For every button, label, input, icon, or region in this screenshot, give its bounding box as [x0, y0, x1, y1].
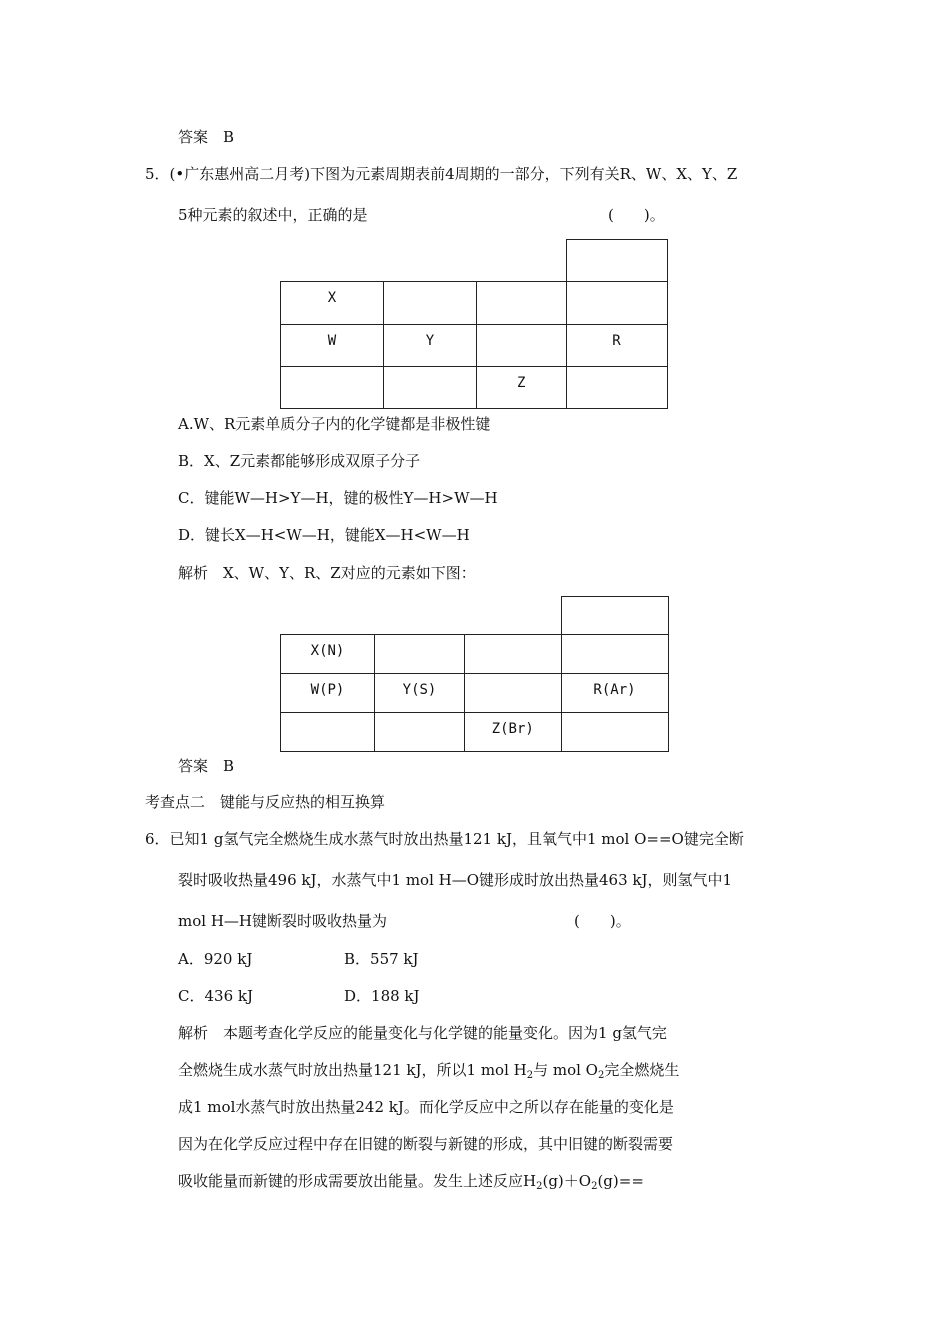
table-cell — [465, 635, 562, 674]
option-a: A．920 kJ — [178, 950, 253, 968]
question-5-stem-cont: 5种元素的叙述中，正确的是 — [178, 206, 368, 224]
option-c: C．436 kJ — [178, 987, 253, 1005]
option-a: A.W、R元素单质分子内的化学键都是非极性键 — [178, 415, 491, 433]
answer-paren: ( )。 — [574, 912, 631, 930]
table-cell — [566, 367, 667, 409]
explanation-6-line — [178, 1060, 679, 1086]
table-cell — [465, 674, 562, 713]
table-cell — [384, 240, 477, 282]
question-5-stem: 5．(•广东惠州高二月考)下图为元素周期表前4周期的一部分，下列有关R、W、X、Y、Z — [145, 165, 738, 183]
table-cell-r: R — [566, 325, 667, 367]
subscript: 2 — [536, 1181, 543, 1192]
table-cell-ar: R(Ar) — [561, 674, 668, 713]
table-cell — [477, 240, 567, 282]
answer-line: 答案 B — [178, 128, 235, 146]
table-cell-p: W(P) — [281, 674, 375, 713]
explanation-6-line — [178, 1171, 644, 1197]
table-cell-n: X(N) — [281, 635, 375, 674]
table-cell — [561, 713, 668, 752]
answer-line: 答案 B — [178, 757, 235, 775]
text-run: 全燃烧生成水蒸气时放出热量121 kJ，所以1 mol H — [178, 1061, 527, 1079]
table-cell — [375, 635, 465, 674]
subscript: 2 — [526, 1070, 534, 1081]
section-heading: 考查点二 键能与反应热的相互换算 — [145, 793, 386, 811]
table-cell — [375, 713, 465, 752]
option-d: D．键长X—H<W—H，键能X—H<W—H — [178, 526, 470, 544]
explanation-6-line: 因为在化学反应过程中存在旧键的断裂与新键的形成，其中旧键的断裂需要 — [178, 1135, 674, 1153]
question-6-stem-cont: mol H—H键断裂时吸收热量为 — [178, 912, 387, 930]
table-cell-s: Y(S) — [375, 674, 465, 713]
table-cell — [281, 597, 375, 635]
table-cell — [281, 713, 375, 752]
table-cell — [384, 367, 477, 409]
explanation-6-line: 解析 本题考查化学反应的能量变化与化学键的能量变化。因为1 g氢气完 — [178, 1024, 667, 1042]
table-cell — [561, 597, 668, 635]
table-cell — [477, 325, 567, 367]
table-cell — [281, 367, 384, 409]
option-b: B．X、Z元素都能够形成双原子分子 — [178, 452, 421, 470]
option-c: C．键能W—H>Y—H，键的极性Y—H>W—H — [178, 489, 498, 507]
table-cell — [384, 282, 477, 325]
subscript: 2 — [597, 1070, 605, 1081]
question-6-stem-cont: 裂时吸收热量496 kJ，水蒸气中1 mol H—O键形成时放出热量463 kJ，则氢气中1 — [178, 871, 733, 889]
table-cell — [566, 240, 667, 282]
table-cell-y: Y — [384, 325, 477, 367]
table-cell-x: X — [281, 282, 384, 325]
table-cell-z: Z — [477, 367, 567, 409]
answer-paren: ( )。 — [608, 206, 665, 224]
explanation-6-line: 成1 mol水蒸气时放出热量242 kJ。而化学反应中之所以存在能量的变化是 — [178, 1098, 674, 1116]
option-b: B．557 kJ — [344, 950, 419, 968]
table-cell — [561, 635, 668, 674]
text-run: 与 mol O — [533, 1061, 598, 1079]
table-cell — [566, 282, 667, 325]
question-6-stem: 6．已知1 g氢气完全燃烧生成水蒸气时放出热量121 kJ，且氧气中1 mol O==O键完全断 — [145, 830, 744, 848]
option-d: D．188 kJ — [344, 987, 420, 1005]
table-cell — [477, 282, 567, 325]
subscript: 2 — [591, 1181, 598, 1192]
table-cell — [465, 597, 562, 635]
table-cell-br: Z(Br) — [465, 713, 562, 752]
explanation-5: 解析 X、W、Y、R、Z对应的元素如下图： — [178, 564, 476, 582]
table-cell — [375, 597, 465, 635]
table-cell-w: W — [281, 325, 384, 367]
text-run: 吸收能量而新键的形成需要放出能量。发生上述反应H — [178, 1172, 537, 1190]
periodic-table-answer — [280, 596, 669, 752]
text-run: 完全燃烧生 — [604, 1061, 680, 1079]
table-cell — [281, 240, 384, 282]
text-run: (g)＋O — [542, 1172, 592, 1190]
periodic-table-fragment — [280, 239, 668, 409]
text-run: (g)== — [597, 1172, 644, 1190]
